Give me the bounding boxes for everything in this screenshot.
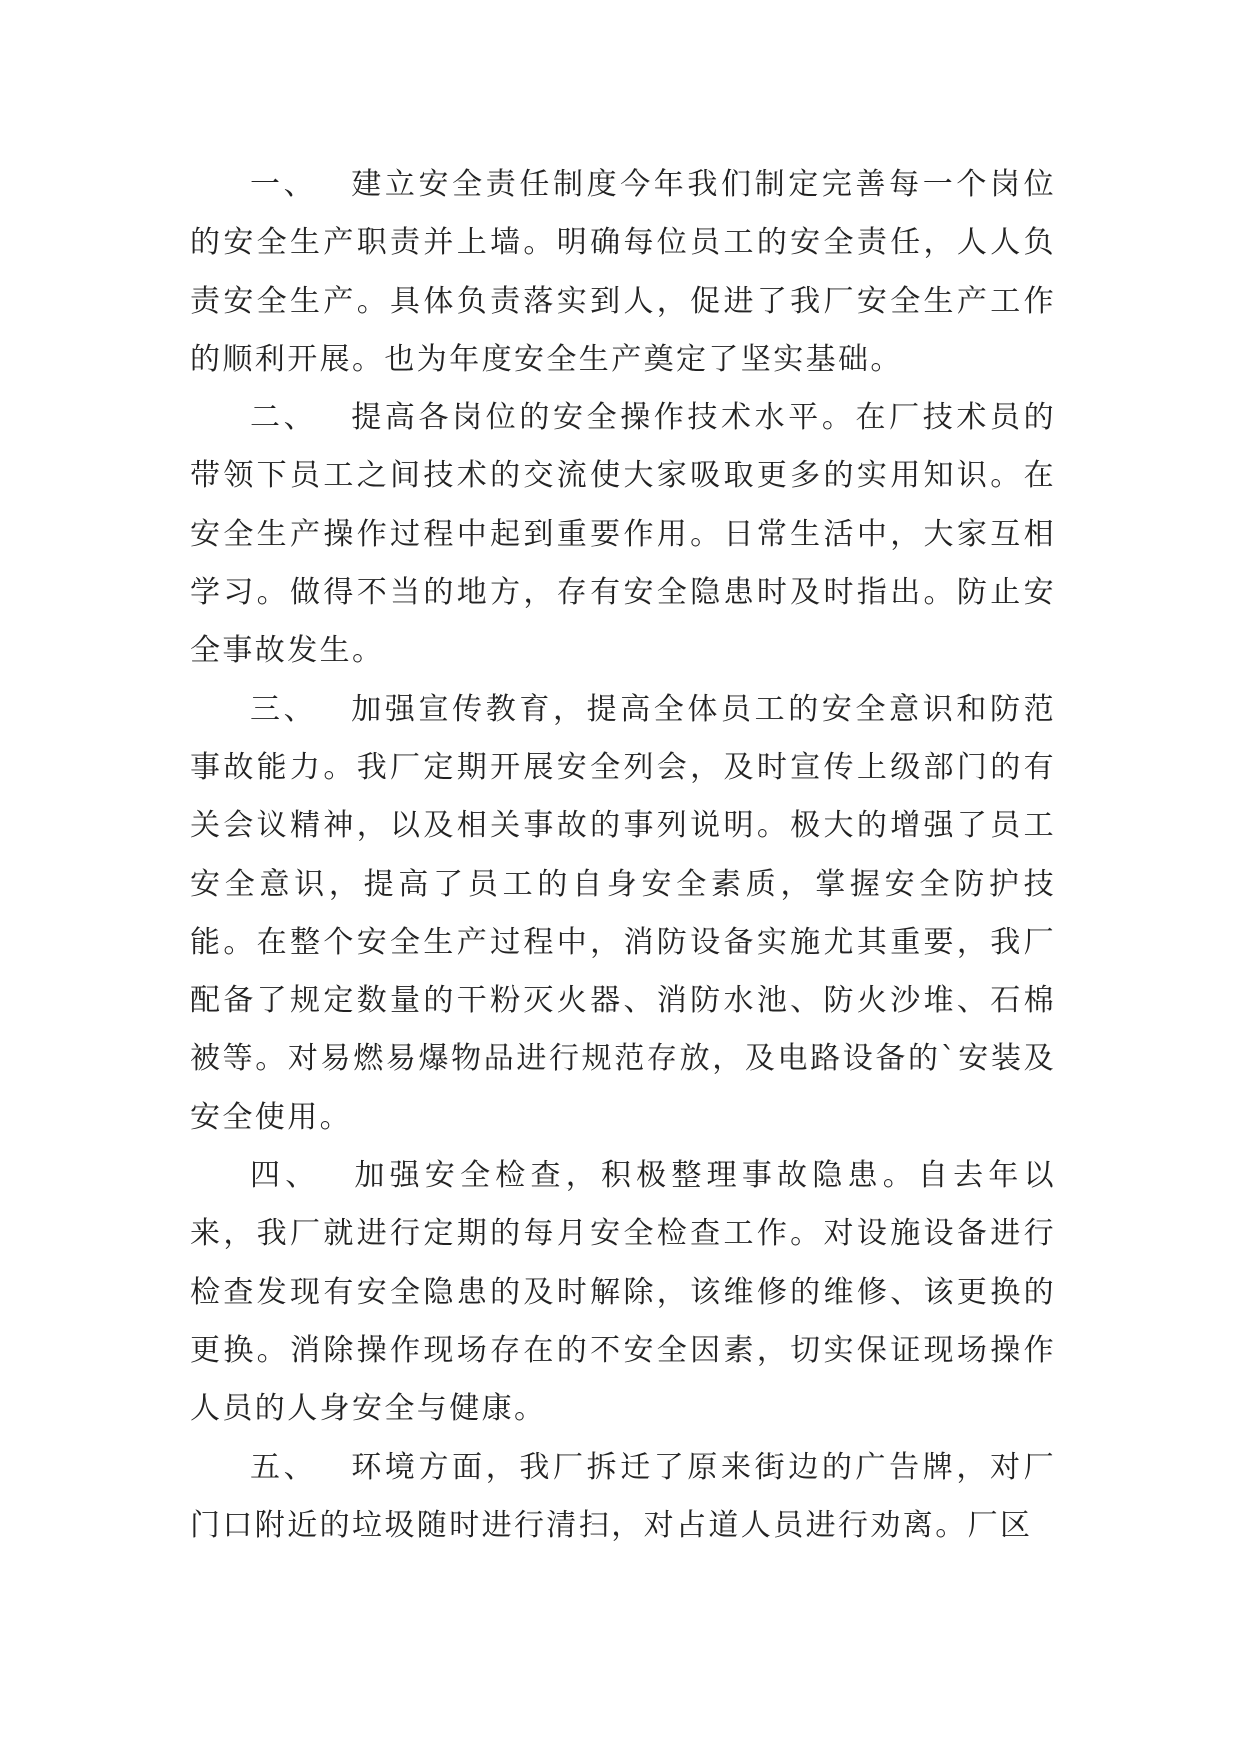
paragraph-text: 提高各岗位的安全操作技术水平。在厂技术员的带领下员工之间技术的交流使大家吸取更多的实用知识。在安全生产操作过程中起到重要作用。日常生活中，大家互相学习。做得不当的地方，存有安全隐患时及时指出。防止安全事故发生。 (190, 400, 1056, 669)
paragraph-3 (190, 681, 1056, 1147)
paragraph-4 (190, 1147, 1056, 1438)
paragraph-text: 建立安全责任制度今年我们制定完善每一个岗位的安全生产职责并上墙。明确每位员工的安全责任，人人负责安全生产。具体负责落实到人，促进了我厂安全生产工作的顺利开展。也为年度安全生产奠定了坚实基础。 (190, 167, 1056, 377)
paragraph-5 (190, 1439, 1056, 1556)
paragraph-number: 五、 (250, 1449, 318, 1485)
paragraph-text: 环境方面，我厂拆迁了原来街边的广告牌，对厂门口附近的垃圾随时进行清扫，对占道人员进行劝离。厂区 (190, 1449, 1056, 1543)
paragraph-number: 一、 (250, 167, 318, 202)
paragraph-1 (190, 156, 1056, 389)
paragraph-number: 二、 (250, 400, 318, 436)
paragraph-text: 加强宣传教育，提高全体员工的安全意识和防范事故能力。我厂定期开展安全列会，及时宣传上级部门的有关会议精神，以及相关事故的事列说明。极大的增强了员工安全意识，提高了员工的自身安全素质，掌握安全防护技能。在整个安全生产过程中，消防设备实施尤其重要，我厂配备了规定数量的干粉灭火器、消防水池、防火沙堆、石棉被等。对易燃易爆物品进行规范存放，及电路设备的`安装及安全使用。 (190, 691, 1056, 1135)
paragraph-text: 加强安全检查，积极整理事故隐患。自去年以来，我厂就进行定期的每月安全检查工作。对设施设备进行检查发现有安全隐患的及时解除，该维修的维修、该更换的更换。消除操作现场存在的不安全因素，切实保证现场操作人员的人身安全与健康。 (190, 1158, 1056, 1427)
paragraph-number: 三、 (250, 691, 318, 727)
paragraph-number: 四、 (250, 1158, 321, 1194)
document-body (190, 156, 1056, 1555)
paragraph-2 (190, 389, 1056, 680)
